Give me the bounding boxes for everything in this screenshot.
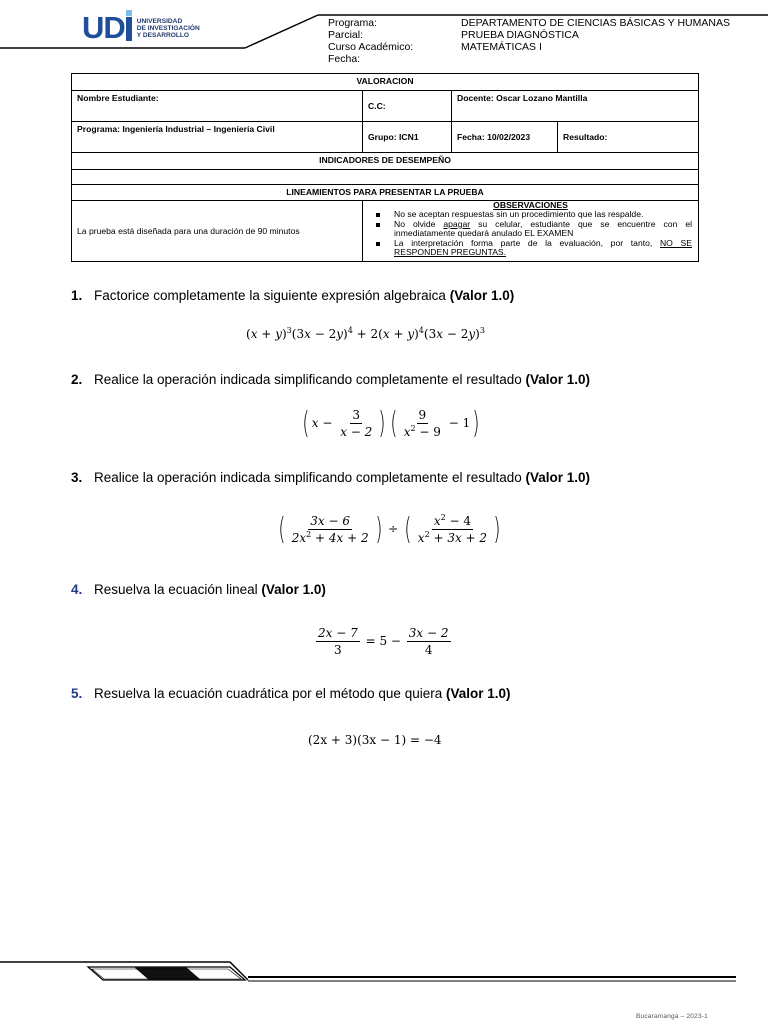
expression-1: $(x + y)^3(3x - 2y)^4 + 2(x + y)^4(3x - 2y)^3$ <box>246 326 485 341</box>
question-3 <box>71 470 590 486</box>
question-number: 5. <box>71 686 83 701</box>
expression-3: ( $\frac{3x - 6}{2x^2 + 4x + 2}$ ) ÷ ( $\frac{x^2 - 4}{x^2 + 3x + 2}$ ) <box>278 511 501 547</box>
resultado-field[interactable]: Resultado: <box>558 122 699 153</box>
grupo-cell: Grupo: ICN1 <box>363 122 452 153</box>
lineamientos-header: LINEAMIENTOS PARA PRESENTAR LA PRUEBA <box>72 185 699 201</box>
programa-cell: Programa: Ingeniería Industrial – Ingeniería Civil <box>72 122 363 153</box>
expression-4: $\frac{2x - 7}{3}$ = 5 − $\frac{3x - 2}{4}$ <box>318 626 449 657</box>
question-number: 1. <box>71 288 83 303</box>
indicadores-body <box>72 170 699 185</box>
university-logo <box>82 10 200 45</box>
question-value: (Valor 1.0) <box>261 582 326 597</box>
question-text: Realice la operación indicada simplificando completamente el resultado <box>94 470 526 485</box>
question-value: (Valor 1.0) <box>445 686 511 701</box>
expression-2: ( x − $\frac{3}{x - 2}$ ) ( $\frac{9}{x^2 - 9}$ − 1) <box>302 405 480 441</box>
observaciones-list <box>369 210 692 258</box>
question-2 <box>71 372 590 388</box>
observacion-item: La interpretación forma parte de la evaluación, por tanto, NO SE RESPONDEN PREGUNTAS. <box>369 239 692 258</box>
expression-5: (2x + 3)(3x − 1) = −4 <box>308 733 442 747</box>
header-values <box>461 17 730 53</box>
question-value: (Valor 1.0) <box>525 372 591 387</box>
footer-decoration <box>0 955 768 995</box>
observaciones-title: OBSERVACIONES <box>493 200 568 210</box>
docente-cell: Docente: Oscar Lozano Mantilla <box>452 91 699 122</box>
cc-field[interactable]: C.C: <box>363 91 452 122</box>
question-4 <box>71 582 326 598</box>
header-label-curso: Curso Académico: <box>328 41 414 53</box>
question-5 <box>71 686 511 702</box>
valoracion-header: VALORACION <box>72 74 699 91</box>
question-text: Factorice completamente la siguiente expresión algebraica <box>94 288 450 303</box>
question-text: Resuelva la ecuación lineal <box>94 582 262 597</box>
question-value: (Valor 1.0) <box>449 288 515 303</box>
observacion-item: No se aceptan respuestas sin un procedimiento que las respalde. <box>369 210 692 220</box>
header-label-programa: Programa: <box>328 17 378 29</box>
question-text: Realice la operación indicada simplificando completamente el resultado <box>94 372 526 387</box>
header-labels <box>328 17 413 65</box>
nombre-estudiante-field[interactable]: Nombre Estudiante: <box>72 91 363 122</box>
header-label-fecha: Fecha: <box>328 53 361 65</box>
info-table <box>71 73 699 262</box>
question-text: Resuelva la ecuación cuadrática por el método que quiera <box>94 686 446 701</box>
logo-mark: UD <box>82 15 132 41</box>
question-value: (Valor 1.0) <box>525 470 591 485</box>
question-number: 2. <box>71 372 83 387</box>
header-value-curso: MATEMÁTICAS I <box>461 41 542 53</box>
observacion-item: No olvide apagar su celular, estudiante que se encuentre con el inmediatamente quedará anulado EL EXAMEN <box>369 220 692 239</box>
logo-text: UNIVERSIDAD DE INVESTIGACIÓN Y DESARROLLO <box>136 17 200 39</box>
footer-text: Bucaramanga – 2023-1 <box>636 1013 708 1020</box>
header-value-programa: DEPARTAMENTO DE CIENCIAS BÁSICAS Y HUMANAS <box>461 17 730 29</box>
question-number: 4. <box>71 582 83 597</box>
header-label-parcial: Parcial: <box>328 29 364 41</box>
indicadores-header: INDICADORES DE DESEMPEÑO <box>72 153 699 170</box>
duracion-cell: La prueba está diseñada para una duración de 90 minutos <box>72 201 363 262</box>
fecha-cell: Fecha: 10/02/2023 <box>452 122 558 153</box>
question-number: 3. <box>71 470 83 485</box>
header-value-parcial: PRUEBA DIAGNÓSTICA <box>461 29 579 41</box>
question-1 <box>71 288 514 304</box>
observaciones-cell <box>363 201 699 262</box>
